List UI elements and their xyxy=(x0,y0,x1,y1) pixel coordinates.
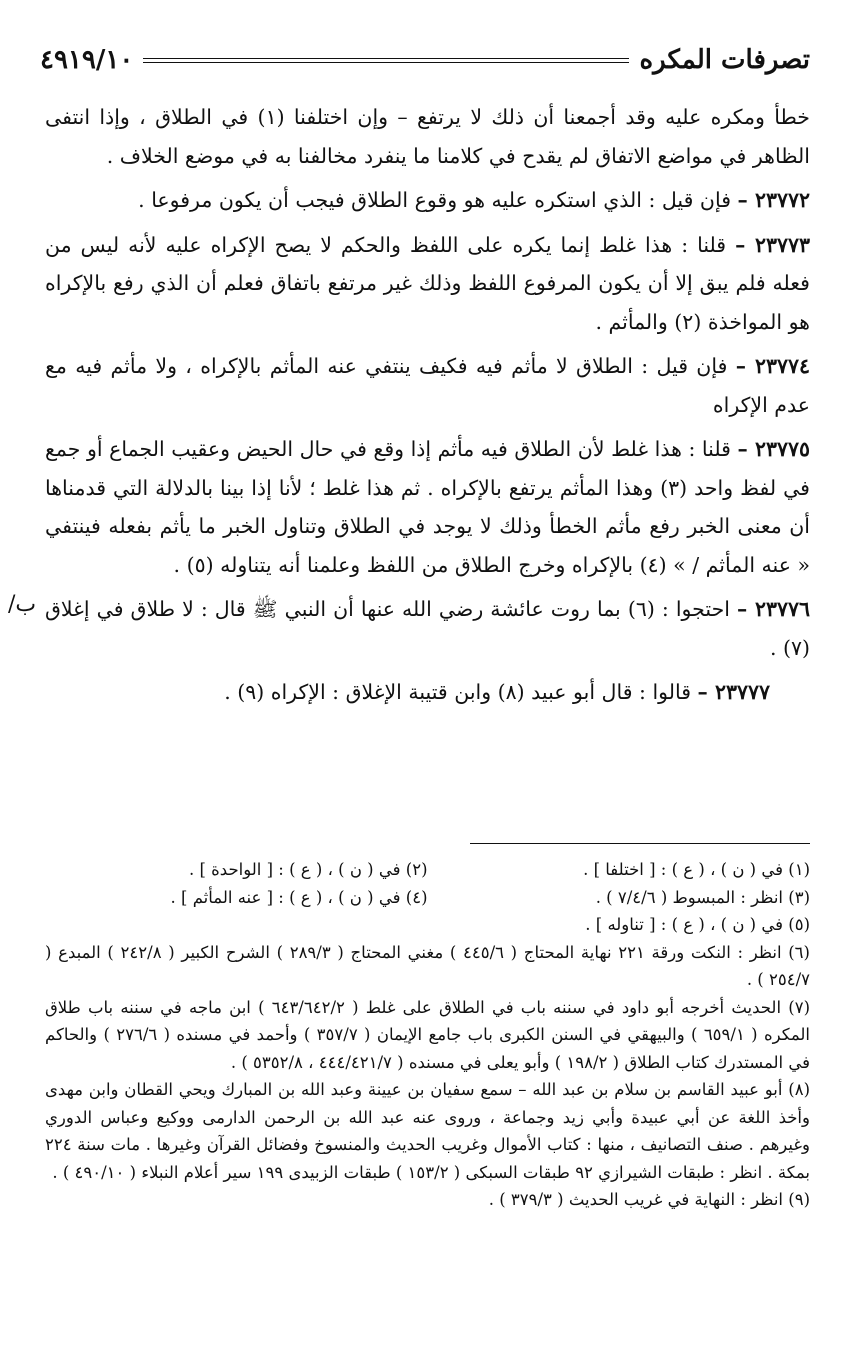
paragraph xyxy=(45,347,810,424)
paragraph-number: ٢٣٧٧٣ – xyxy=(735,232,810,257)
paragraph-text: قلنا : هذا غلط إنما يكره على اللفظ والحكم لا يصح الإكراه عليه لأنه ليس من فعله فلم يبق إلا أن يكون المرفوع اللفظ وذلك غير مرتفع باتفاق فعلم أن الذي رفع بالإكراه هو المواخذة (٢) والمأثم . xyxy=(45,232,810,334)
paragraph-number: ٢٣٧٧٢ – xyxy=(737,188,810,212)
margin-folio-note: /ب xyxy=(8,592,37,617)
footnote-8: (٨) أبو عبيد القاسم بن سلام بن عبد الله – سمع سفيان بن عيينة وعبد الله بن المبارك ويحي القطان وابن مهدى وأخذ اللغة عن أبي عبيدة وأبي زيد وجماعة ، وروى عنه عبد الله بن الرحمن الدارمى ووكيع وعباس الدوري وغيرهم . صنف التصانيف ، منها : كتاب الأموال وغريب الحديث والمنسوخ وفضائل القرآن وغيرها . مات سنة ٢٢٤ بمكة . انظر : طبقات الشيرازي ٩٢ طبقات السبكى ( ١٥٣/٢ ) طبقات الزبيدى ١٩٩ سير أعلام النبلاء ( ٤٩٠/١٠ ) . xyxy=(45,1080,810,1182)
paragraph-text: قلنا : هذا غلط لأن الطلاق فيه مأثم إذا وقع في حال الحيض وعقيب الجماع أو جمع في لفظ واحد (٣) وهذا المأثم يرتفع بالإكراه . ثم هذا غلط ؛ لأنا إذا بينا بالدلالة التي قدمناها أن معنى الخبر رفع مأثم الخطأ وذلك لا يوجد في الطلاق وتناول الخبر ما يأثم بفعله فينتفي « عنه المأثم / » (٤) بالإكراه وخرج الطلاق من اللفظ وعلمنا أنه يتناوله (٥) . xyxy=(45,437,810,577)
main-text xyxy=(45,98,810,718)
paragraph xyxy=(45,673,810,712)
footnote-row xyxy=(45,856,810,884)
page-number: ٤٩١٩/١٠ xyxy=(40,45,134,75)
paragraph xyxy=(45,430,810,584)
paragraph xyxy=(45,98,810,175)
paragraph xyxy=(45,590,810,667)
paragraph xyxy=(45,181,810,220)
footnote-3: (٣) انظر : المبسوط ( ٧/٤/٦ ) . xyxy=(595,887,810,907)
paragraph-text: فإن قيل : الذي استكره عليه هو وقوع الطلاق فيجب أن يكون مرفوعا . xyxy=(138,188,738,212)
footnote-1: (١) في ( ن ) ، ( ع ) : [ اختلفا ] . xyxy=(583,860,810,879)
footnote-4: (٤) في ( ن ) ، ( ع ) : [ عنه المأثم ] . xyxy=(170,887,428,907)
running-title: تصرفات المكره xyxy=(639,45,810,75)
paragraph-number: ٢٣٧٧٧ – xyxy=(697,680,770,704)
paragraph-text: خطأ ومكره عليه وقد أجمعنا أن ذلك لا يرتفع – وإن اختلفنا (١) في الطلاق ، وإذا انتفى الظاهر في مواضع الاتفاق لم يقدح في كلامنا ما ينفرد مخالفنا به في موضع الخلاف . xyxy=(45,105,810,168)
paragraph-number: ٢٣٧٧٦ – xyxy=(737,597,810,621)
paragraph-number: ٢٣٧٧٤ – xyxy=(735,354,810,378)
paragraph xyxy=(45,226,810,342)
footnote-2: (٢) في ( ن ) ، ( ع ) : [ الواحدة ] . xyxy=(188,860,428,879)
footnote-separator xyxy=(470,843,810,844)
paragraph-number: ٢٣٧٧٥ – xyxy=(737,437,810,461)
footnote-row xyxy=(45,884,810,912)
page-header xyxy=(40,40,810,80)
footnotes xyxy=(45,856,810,1214)
footnote-9: (٩) انظر : النهاية في غريب الحديث ( ٣٧٩/٣ ) . xyxy=(488,1190,810,1209)
paragraph-text: فإن قيل : الطلاق لا مأثم فيه فكيف ينتفي عنه المأثم بالإكراه ، ولا مأثم فيه مع عدم الإكراه xyxy=(45,354,810,417)
footnote-5: (٥) في ( ن ) ، ( ع ) : [ تناوله ] . xyxy=(585,915,810,934)
paragraph-text: قالوا : قال أبو عبيد (٨) وابن قتيبة الإغلاق : الإكراه (٩) . xyxy=(224,680,698,704)
paragraph-text: احتجوا : (٦) بما روت عائشة رضي الله عنها أن النبي ﷺ قال : لا طلاق في إغلاق (٧) . xyxy=(45,597,810,660)
header-rule xyxy=(143,58,629,63)
footnote-7: (٧) الحديث أخرجه أبو داود في سننه باب في الطلاق على غلط ( ٦٤٣/٦٤٢/٢ ) ابن ماجه في سننه باب طلاق المكره ( ٦٥٩/١ ) والبيهقي في السنن الكبرى باب جامع الإيمان ( ٣٥٧/٧ ) وأحمد في مسنده ( ٢٧٦/٦ ) والحاكم في المستدرك كتاب الطلاق ( ١٩٨/٢ ) وأبو يعلى في مسنده ( ٤٤٤/٤٢١/٧ ، ٥٣٥٢/٨ ) . xyxy=(45,997,810,1072)
footnote-6: (٦) انظر : النكت ورقة ٢٢١ نهاية المحتاج ( ٤٤٥/٦ ) مغني المحتاج ( ٢٨٩/٣ ) الشرح الكبير ( ٢٤٢/٨ ) المبدع ( ٢٥٤/٧ ) . xyxy=(45,942,810,989)
